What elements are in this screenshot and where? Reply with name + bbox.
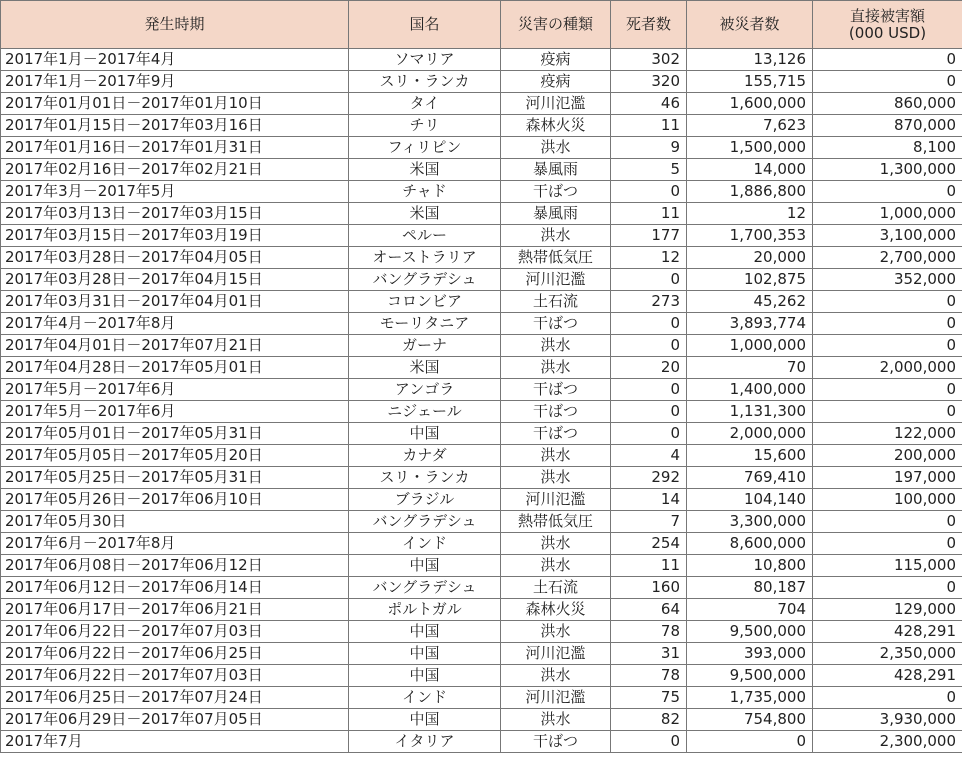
header-period: 発生時期 — [1, 1, 349, 49]
table-row — [1, 401, 962, 423]
table-row — [1, 511, 962, 533]
cell-disaster-type: 河川氾濫 — [501, 489, 611, 511]
cell-damage: 100,000 — [813, 489, 962, 511]
cell-period: 2017年02月16日－2017年02月21日 — [1, 159, 349, 181]
cell-damage: 0 — [813, 687, 962, 709]
cell-damage: 0 — [813, 379, 962, 401]
cell-country: ニジェール — [349, 401, 501, 423]
cell-damage: 428,291 — [813, 665, 962, 687]
cell-affected: 1,600,000 — [687, 93, 813, 115]
cell-disaster-type: 干ばつ — [501, 313, 611, 335]
cell-period: 2017年5月－2017年6月 — [1, 379, 349, 401]
cell-period: 2017年04月01日－2017年07月21日 — [1, 335, 349, 357]
cell-deaths: 78 — [611, 665, 687, 687]
cell-damage: 2,700,000 — [813, 247, 962, 269]
cell-period: 2017年1月－2017年4月 — [1, 49, 349, 71]
cell-affected: 70 — [687, 357, 813, 379]
cell-damage: 1,000,000 — [813, 203, 962, 225]
cell-deaths: 4 — [611, 445, 687, 467]
cell-affected: 1,500,000 — [687, 137, 813, 159]
cell-deaths: 7 — [611, 511, 687, 533]
cell-damage: 2,000,000 — [813, 357, 962, 379]
cell-deaths: 177 — [611, 225, 687, 247]
cell-affected: 1,400,000 — [687, 379, 813, 401]
cell-deaths: 0 — [611, 731, 687, 753]
cell-affected: 20,000 — [687, 247, 813, 269]
cell-disaster-type: 暴風雨 — [501, 203, 611, 225]
table-row — [1, 181, 962, 203]
header-damage-line1: 直接被害額 — [849, 6, 925, 25]
cell-period: 2017年03月28日－2017年04月15日 — [1, 269, 349, 291]
cell-period: 2017年05月26日－2017年06月10日 — [1, 489, 349, 511]
cell-affected: 102,875 — [687, 269, 813, 291]
cell-period: 2017年06月08日－2017年06月12日 — [1, 555, 349, 577]
cell-country: チリ — [349, 115, 501, 137]
table-row — [1, 269, 962, 291]
cell-disaster-type: 熱帯低気圧 — [501, 511, 611, 533]
cell-deaths: 0 — [611, 313, 687, 335]
header-country: 国名 — [349, 1, 501, 49]
table-row — [1, 71, 962, 93]
cell-damage: 0 — [813, 291, 962, 313]
cell-deaths: 0 — [611, 423, 687, 445]
cell-country: スリ・ランカ — [349, 71, 501, 93]
cell-country: フィリピン — [349, 137, 501, 159]
cell-disaster-type: 河川氾濫 — [501, 269, 611, 291]
cell-period: 2017年06月12日－2017年06月14日 — [1, 577, 349, 599]
cell-damage: 1,300,000 — [813, 159, 962, 181]
cell-affected: 704 — [687, 599, 813, 621]
cell-damage: 8,100 — [813, 137, 962, 159]
cell-period: 2017年3月－2017年5月 — [1, 181, 349, 203]
table-row — [1, 599, 962, 621]
cell-period: 2017年01月16日－2017年01月31日 — [1, 137, 349, 159]
cell-country: タイ — [349, 93, 501, 115]
cell-affected: 393,000 — [687, 643, 813, 665]
table-row — [1, 423, 962, 445]
cell-affected: 8,600,000 — [687, 533, 813, 555]
cell-country: インド — [349, 687, 501, 709]
cell-disaster-type: 干ばつ — [501, 401, 611, 423]
table-row — [1, 357, 962, 379]
cell-disaster-type: 河川氾濫 — [501, 93, 611, 115]
header-row — [1, 1, 962, 49]
cell-country: 米国 — [349, 357, 501, 379]
cell-period: 2017年05月30日 — [1, 511, 349, 533]
cell-disaster-type: 干ばつ — [501, 423, 611, 445]
cell-affected: 45,262 — [687, 291, 813, 313]
cell-disaster-type: 干ばつ — [501, 181, 611, 203]
table-row — [1, 555, 962, 577]
cell-deaths: 5 — [611, 159, 687, 181]
table-row — [1, 687, 962, 709]
cell-damage: 0 — [813, 511, 962, 533]
cell-country: 中国 — [349, 709, 501, 731]
cell-country: ソマリア — [349, 49, 501, 71]
cell-damage: 2,300,000 — [813, 731, 962, 753]
cell-period: 2017年7月 — [1, 731, 349, 753]
cell-affected: 13,126 — [687, 49, 813, 71]
cell-country: 中国 — [349, 423, 501, 445]
header-damage — [813, 1, 962, 49]
cell-affected: 14,000 — [687, 159, 813, 181]
table-row — [1, 313, 962, 335]
cell-affected: 9,500,000 — [687, 621, 813, 643]
cell-damage: 0 — [813, 533, 962, 555]
table-row — [1, 225, 962, 247]
cell-period: 2017年03月13日－2017年03月15日 — [1, 203, 349, 225]
cell-deaths: 46 — [611, 93, 687, 115]
cell-disaster-type: 洪水 — [501, 555, 611, 577]
cell-period: 2017年06月22日－2017年07月03日 — [1, 665, 349, 687]
cell-disaster-type: 森林火災 — [501, 115, 611, 137]
cell-damage: 0 — [813, 49, 962, 71]
cell-disaster-type: 洪水 — [501, 445, 611, 467]
cell-country: バングラデシュ — [349, 511, 501, 533]
cell-affected: 1,131,300 — [687, 401, 813, 423]
table-header — [1, 1, 962, 49]
cell-disaster-type: 洪水 — [501, 357, 611, 379]
cell-disaster-type: 土石流 — [501, 577, 611, 599]
cell-disaster-type: 森林火災 — [501, 599, 611, 621]
cell-damage: 122,000 — [813, 423, 962, 445]
cell-deaths: 14 — [611, 489, 687, 511]
cell-disaster-type: 洪水 — [501, 665, 611, 687]
table-row — [1, 247, 962, 269]
cell-damage: 0 — [813, 335, 962, 357]
cell-damage: 0 — [813, 577, 962, 599]
cell-country: チャド — [349, 181, 501, 203]
cell-disaster-type: 河川氾濫 — [501, 687, 611, 709]
cell-period: 2017年6月－2017年8月 — [1, 533, 349, 555]
cell-damage: 352,000 — [813, 269, 962, 291]
cell-deaths: 302 — [611, 49, 687, 71]
cell-disaster-type: 洪水 — [501, 225, 611, 247]
cell-affected: 769,410 — [687, 467, 813, 489]
cell-disaster-type: 疫病 — [501, 71, 611, 93]
cell-deaths: 320 — [611, 71, 687, 93]
cell-country: ペルー — [349, 225, 501, 247]
cell-deaths: 11 — [611, 115, 687, 137]
header-deaths: 死者数 — [611, 1, 687, 49]
cell-deaths: 20 — [611, 357, 687, 379]
cell-country: 米国 — [349, 159, 501, 181]
cell-period: 2017年06月25日－2017年07月24日 — [1, 687, 349, 709]
cell-country: ポルトガル — [349, 599, 501, 621]
cell-affected: 15,600 — [687, 445, 813, 467]
cell-country: コロンビア — [349, 291, 501, 313]
cell-country: オーストラリア — [349, 247, 501, 269]
cell-affected: 155,715 — [687, 71, 813, 93]
table-row — [1, 665, 962, 687]
table-row — [1, 445, 962, 467]
cell-damage: 3,930,000 — [813, 709, 962, 731]
cell-deaths: 64 — [611, 599, 687, 621]
cell-damage: 129,000 — [813, 599, 962, 621]
table-row — [1, 93, 962, 115]
cell-country: 米国 — [349, 203, 501, 225]
cell-country: バングラデシュ — [349, 269, 501, 291]
cell-disaster-type: 干ばつ — [501, 731, 611, 753]
cell-disaster-type: 熱帯低気圧 — [501, 247, 611, 269]
cell-deaths: 0 — [611, 401, 687, 423]
cell-affected: 0 — [687, 731, 813, 753]
cell-period: 2017年01月01日－2017年01月10日 — [1, 93, 349, 115]
cell-disaster-type: 洪水 — [501, 335, 611, 357]
cell-period: 2017年04月28日－2017年05月01日 — [1, 357, 349, 379]
cell-disaster-type: 疫病 — [501, 49, 611, 71]
cell-country: 中国 — [349, 665, 501, 687]
table-row — [1, 533, 962, 555]
cell-affected: 12 — [687, 203, 813, 225]
cell-damage: 3,100,000 — [813, 225, 962, 247]
cell-affected: 2,000,000 — [687, 423, 813, 445]
cell-affected: 1,000,000 — [687, 335, 813, 357]
cell-country: ガーナ — [349, 335, 501, 357]
cell-affected: 7,623 — [687, 115, 813, 137]
cell-affected: 1,735,000 — [687, 687, 813, 709]
table-row — [1, 379, 962, 401]
cell-damage: 200,000 — [813, 445, 962, 467]
cell-damage: 2,350,000 — [813, 643, 962, 665]
cell-affected: 10,800 — [687, 555, 813, 577]
cell-disaster-type: 洪水 — [501, 621, 611, 643]
table-row — [1, 137, 962, 159]
cell-country: 中国 — [349, 643, 501, 665]
table-row — [1, 335, 962, 357]
cell-country: インド — [349, 533, 501, 555]
table-body — [1, 49, 962, 753]
cell-deaths: 78 — [611, 621, 687, 643]
cell-period: 2017年06月22日－2017年06月25日 — [1, 643, 349, 665]
cell-damage: 860,000 — [813, 93, 962, 115]
cell-deaths: 160 — [611, 577, 687, 599]
cell-damage: 197,000 — [813, 467, 962, 489]
table-row — [1, 621, 962, 643]
cell-country: 中国 — [349, 621, 501, 643]
cell-damage: 0 — [813, 181, 962, 203]
cell-affected: 754,800 — [687, 709, 813, 731]
table-row — [1, 643, 962, 665]
table-row — [1, 731, 962, 753]
cell-deaths: 11 — [611, 555, 687, 577]
cell-period: 2017年06月22日－2017年07月03日 — [1, 621, 349, 643]
table-row — [1, 577, 962, 599]
table-row — [1, 203, 962, 225]
cell-affected: 9,500,000 — [687, 665, 813, 687]
cell-deaths: 31 — [611, 643, 687, 665]
cell-period: 2017年06月17日－2017年06月21日 — [1, 599, 349, 621]
cell-affected: 1,700,353 — [687, 225, 813, 247]
cell-period: 2017年01月15日－2017年03月16日 — [1, 115, 349, 137]
table-row — [1, 467, 962, 489]
cell-deaths: 273 — [611, 291, 687, 313]
cell-period: 2017年05月25日－2017年05月31日 — [1, 467, 349, 489]
cell-period: 2017年03月28日－2017年04月05日 — [1, 247, 349, 269]
cell-period: 2017年4月－2017年8月 — [1, 313, 349, 335]
cell-disaster-type: 洪水 — [501, 137, 611, 159]
cell-damage: 115,000 — [813, 555, 962, 577]
header-disaster-type: 災害の種類 — [501, 1, 611, 49]
cell-affected: 80,187 — [687, 577, 813, 599]
table-row — [1, 291, 962, 313]
cell-deaths: 82 — [611, 709, 687, 731]
cell-affected: 1,886,800 — [687, 181, 813, 203]
cell-damage: 0 — [813, 71, 962, 93]
table-row — [1, 489, 962, 511]
cell-deaths: 0 — [611, 181, 687, 203]
cell-affected: 3,893,774 — [687, 313, 813, 335]
cell-disaster-type: 干ばつ — [501, 379, 611, 401]
cell-disaster-type: 洪水 — [501, 709, 611, 731]
cell-deaths: 0 — [611, 379, 687, 401]
cell-disaster-type: 土石流 — [501, 291, 611, 313]
cell-disaster-type: 河川氾濫 — [501, 643, 611, 665]
header-affected: 被災者数 — [687, 1, 813, 49]
cell-period: 2017年05月05日－2017年05月20日 — [1, 445, 349, 467]
cell-country: 中国 — [349, 555, 501, 577]
cell-disaster-type: 洪水 — [501, 467, 611, 489]
table-row — [1, 115, 962, 137]
cell-country: イタリア — [349, 731, 501, 753]
cell-country: ブラジル — [349, 489, 501, 511]
cell-damage: 0 — [813, 313, 962, 335]
cell-deaths: 9 — [611, 137, 687, 159]
cell-deaths: 254 — [611, 533, 687, 555]
cell-country: モーリタニア — [349, 313, 501, 335]
cell-country: スリ・ランカ — [349, 467, 501, 489]
cell-deaths: 75 — [611, 687, 687, 709]
cell-period: 2017年05月01日－2017年05月31日 — [1, 423, 349, 445]
header-damage-line2: (000 USD) — [848, 23, 927, 42]
table-row — [1, 159, 962, 181]
cell-damage: 0 — [813, 401, 962, 423]
cell-country: アンゴラ — [349, 379, 501, 401]
cell-period: 2017年5月－2017年6月 — [1, 401, 349, 423]
cell-deaths: 0 — [611, 335, 687, 357]
cell-affected: 104,140 — [687, 489, 813, 511]
table-row — [1, 709, 962, 731]
cell-disaster-type: 洪水 — [501, 533, 611, 555]
cell-period: 2017年1月－2017年9月 — [1, 71, 349, 93]
cell-damage: 870,000 — [813, 115, 962, 137]
cell-disaster-type: 暴風雨 — [501, 159, 611, 181]
cell-deaths: 292 — [611, 467, 687, 489]
cell-country: バングラデシュ — [349, 577, 501, 599]
cell-affected: 3,300,000 — [687, 511, 813, 533]
cell-period: 2017年03月31日－2017年04月01日 — [1, 291, 349, 313]
cell-period: 2017年03月15日－2017年03月19日 — [1, 225, 349, 247]
cell-deaths: 11 — [611, 203, 687, 225]
cell-deaths: 12 — [611, 247, 687, 269]
cell-damage: 428,291 — [813, 621, 962, 643]
cell-deaths: 0 — [611, 269, 687, 291]
cell-period: 2017年06月29日－2017年07月05日 — [1, 709, 349, 731]
table-row — [1, 49, 962, 71]
cell-country: カナダ — [349, 445, 501, 467]
